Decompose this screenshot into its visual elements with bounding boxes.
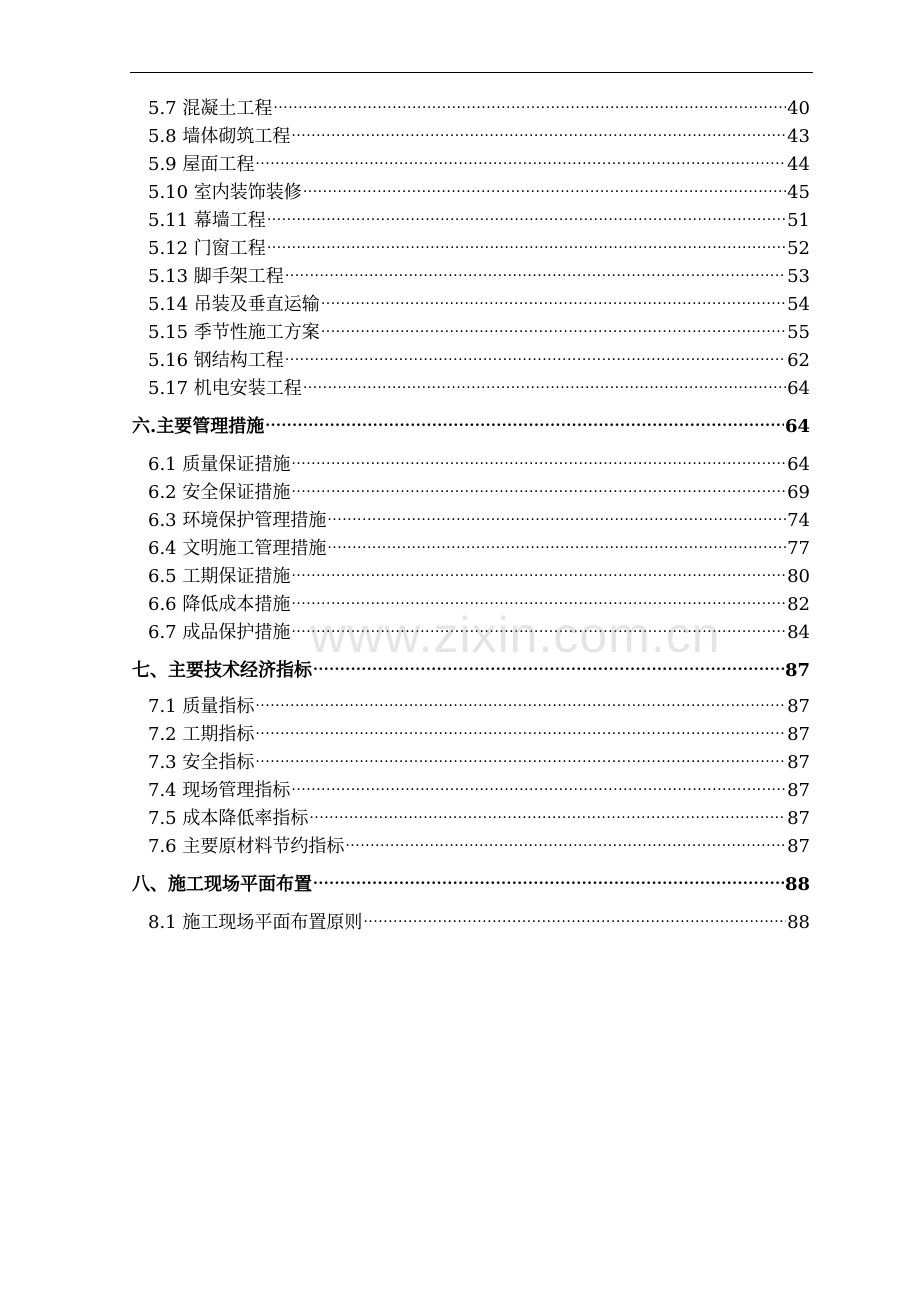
- toc-page-number: 87: [787, 780, 810, 801]
- toc-section-entry[interactable]: [148, 200, 810, 231]
- toc-dot-leader: [313, 650, 784, 676]
- toc-section-entry[interactable]: [148, 284, 810, 315]
- toc-dot-leader: [291, 612, 786, 638]
- toc-chapter-entry[interactable]: [132, 406, 810, 437]
- toc-page-number: 87: [787, 752, 810, 773]
- toc-entry-title: 七、主要技术经济指标: [132, 660, 312, 681]
- toc-page-number: 87: [787, 836, 810, 857]
- watermark: www.zixin.com.cn: [310, 607, 721, 663]
- toc-chapter-entry[interactable]: [132, 650, 810, 681]
- toc-dot-leader: [303, 172, 786, 198]
- toc-section-entry[interactable]: [148, 312, 810, 343]
- toc-page-number: 53: [787, 266, 810, 287]
- toc-entry-title: 5.7 混凝土工程: [148, 98, 273, 119]
- toc-dot-leader: [255, 742, 786, 768]
- toc-section-entry[interactable]: [148, 368, 810, 399]
- toc-page-number: 54: [787, 294, 810, 315]
- toc-dot-leader: [285, 340, 786, 366]
- toc-dot-leader: [321, 312, 786, 338]
- toc-dot-leader: [273, 88, 786, 114]
- toc-page-number: 74: [787, 510, 810, 531]
- toc-entry-title: 5.9 屋面工程: [148, 154, 255, 175]
- toc-page-number: 44: [787, 154, 810, 175]
- toc-page-number: 84: [787, 622, 810, 643]
- toc-entry-title: 6.4 文明施工管理措施: [148, 538, 327, 559]
- toc-section-entry[interactable]: [148, 340, 810, 371]
- toc-dot-leader: [291, 584, 786, 610]
- toc-section-entry[interactable]: [148, 444, 810, 475]
- toc-page-number: 45: [787, 182, 810, 203]
- toc-page-number: 88: [784, 874, 810, 895]
- toc-section-entry[interactable]: [148, 472, 810, 503]
- toc-page-number: 51: [787, 210, 810, 231]
- toc-section-entry[interactable]: [148, 172, 810, 203]
- toc-section-entry[interactable]: [148, 584, 810, 615]
- toc-dot-leader: [363, 902, 786, 928]
- toc-section-entry[interactable]: [148, 228, 810, 259]
- toc-entry-title: 7.3 安全指标: [148, 752, 255, 773]
- toc-page-number: 52: [787, 238, 810, 259]
- toc-dot-leader: [255, 144, 786, 170]
- toc-dot-leader: [327, 528, 786, 554]
- toc-page-number: 64: [787, 378, 810, 399]
- toc-section-entry[interactable]: [148, 144, 810, 175]
- toc-entry-title: 5.15 季节性施工方案: [148, 322, 320, 343]
- toc-page-number: 43: [787, 126, 810, 147]
- toc-entry-title: 5.13 脚手架工程: [148, 266, 284, 287]
- toc-entry-title: 5.17 机电安装工程: [148, 378, 302, 399]
- toc-section-entry[interactable]: [148, 500, 810, 531]
- toc-entry-title: 5.16 钢结构工程: [148, 350, 284, 371]
- toc-entry-title: 6.7 成品保护措施: [148, 622, 291, 643]
- toc-entry-title: 5.14 吊装及垂直运输: [148, 294, 320, 315]
- toc-dot-leader: [291, 116, 786, 142]
- toc-chapter-entry[interactable]: [132, 864, 810, 895]
- toc-dot-leader: [327, 500, 786, 526]
- toc-page-number: 64: [787, 454, 810, 475]
- toc-page-number: 40: [787, 98, 810, 119]
- toc-page-number: 87: [787, 696, 810, 717]
- toc-page-number: 87: [787, 724, 810, 745]
- toc-dot-leader: [345, 826, 786, 852]
- toc-dot-leader: [255, 686, 786, 712]
- toc-entry-title: 8.1 施工现场平面布置原则: [148, 912, 363, 933]
- toc-page-number: 82: [787, 594, 810, 615]
- toc-page-number: 87: [784, 660, 810, 681]
- toc-page-number: 87: [787, 808, 810, 829]
- toc-entry-title: 7.6 主要原材料节约指标: [148, 836, 345, 857]
- toc-entry-title: 6.3 环境保护管理措施: [148, 510, 327, 531]
- toc-dot-leader: [291, 770, 786, 796]
- toc-page-number: 69: [787, 482, 810, 503]
- toc-section-entry[interactable]: [148, 528, 810, 559]
- toc-entry-title: 六.主要管理措施: [132, 416, 265, 437]
- toc-entry-title: 7.2 工期指标: [148, 724, 255, 745]
- toc-section-entry[interactable]: [148, 798, 810, 829]
- toc-dot-leader: [291, 444, 786, 470]
- toc-entry-title: 5.8 墙体砌筑工程: [148, 126, 291, 147]
- toc-page-number: 64: [784, 416, 810, 437]
- toc-page-number: 88: [787, 912, 810, 933]
- toc-dot-leader: [309, 798, 786, 824]
- toc-entry-title: 7.5 成本降低率指标: [148, 808, 309, 829]
- toc-page-number: 55: [787, 322, 810, 343]
- toc-dot-leader: [321, 284, 786, 310]
- toc-entry-title: 6.5 工期保证措施: [148, 566, 291, 587]
- toc-dot-leader: [313, 864, 784, 890]
- toc-page-number: 77: [787, 538, 810, 559]
- toc-entry-title: 7.4 现场管理指标: [148, 780, 291, 801]
- toc-section-entry[interactable]: [148, 902, 810, 933]
- toc-section-entry[interactable]: [148, 116, 810, 147]
- toc-section-entry[interactable]: [148, 714, 810, 745]
- toc-dot-leader: [291, 556, 786, 582]
- toc-dot-leader: [267, 200, 786, 226]
- toc-dot-leader: [291, 472, 786, 498]
- toc-section-entry[interactable]: [148, 88, 810, 119]
- toc-entry-title: 6.2 安全保证措施: [148, 482, 291, 503]
- header-rule: [130, 72, 813, 73]
- toc-entry-title: 5.12 门窗工程: [148, 238, 266, 259]
- toc-section-entry[interactable]: [148, 556, 810, 587]
- toc-dot-leader: [303, 368, 786, 394]
- toc-section-entry[interactable]: [148, 686, 810, 717]
- toc-entry-title: 6.6 降低成本措施: [148, 594, 291, 615]
- toc-entry-title: 八、施工现场平面布置: [132, 874, 312, 895]
- toc-entry-title: 5.11 幕墙工程: [148, 210, 266, 231]
- toc-page-number: 62: [787, 350, 810, 371]
- toc-page-number: 80: [787, 566, 810, 587]
- toc-dot-leader: [267, 228, 786, 254]
- toc-section-entry[interactable]: [148, 742, 810, 773]
- toc-dot-leader: [285, 256, 786, 282]
- toc-dot-leader: [255, 714, 786, 740]
- toc-section-entry[interactable]: [148, 770, 810, 801]
- toc-entry-title: 5.10 室内装饰装修: [148, 182, 302, 203]
- toc-dot-leader: [265, 406, 784, 432]
- toc-entry-title: 6.1 质量保证措施: [148, 454, 291, 475]
- toc-entry-title: 7.1 质量指标: [148, 696, 255, 717]
- toc-section-entry[interactable]: [148, 826, 810, 857]
- toc-section-entry[interactable]: [148, 256, 810, 287]
